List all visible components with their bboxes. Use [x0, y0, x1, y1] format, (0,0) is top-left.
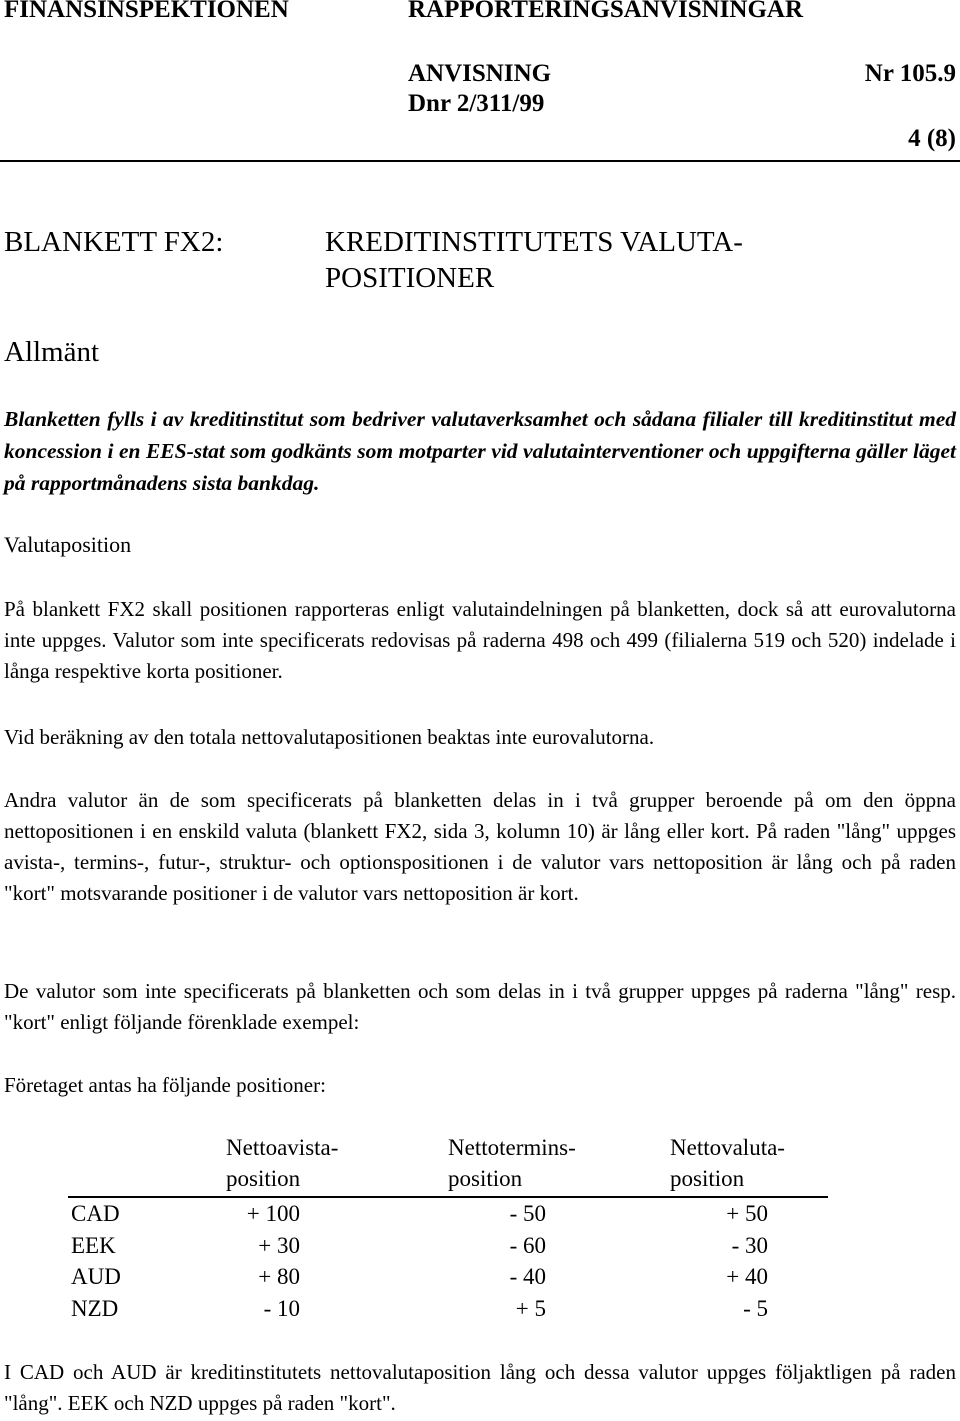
anvisning-label: ANVISNING: [408, 60, 552, 87]
header-spot-line1: Nettoavista-: [226, 1135, 339, 1160]
header-forward: [448, 1132, 670, 1197]
cell-forward: - 60: [509, 1232, 546, 1258]
table-row: [68, 1293, 828, 1325]
form-title-line1: KREDITINSTITUTETS VALUTA-: [325, 226, 743, 258]
header-forward-line2: position: [448, 1166, 523, 1191]
header-spot-line2: position: [226, 1166, 301, 1191]
table-header-row: [68, 1132, 828, 1197]
general-text: Blanketten fylls i av kreditinstitut som bedriver valutaverksamhet och sådana filialer till kreditinstitut med koncession i en EES-stat som godkänts som motparter vid valutainterventioner och uppgifterna gäller läget på rapportmånadens sista bankdag.: [4, 407, 956, 495]
header-forward-line1: Nettotermins-: [448, 1135, 576, 1160]
section-heading-general: Allmänt: [4, 336, 100, 368]
cell-currency: AUD: [71, 1264, 121, 1289]
paragraph-3: Andra valutor än de som specificerats på blanketten delas in i två grupper beroende på om den öppna nettopositionen i en enskild valuta (blankett FX2, sida 3, kolumn 10) är lång eller kort. På raden "lång" uppges avista-, termins-, futur-, struktur- och optionspositionen i de valutor vars nettoposition är lång och på raden "kort" motsvarande positioner i de valutor vars nettoposition är kort.: [4, 788, 956, 905]
paragraph-2: Vid beräkning av den totala nettovalutapositionen beaktas inte eurovalutorna.: [4, 725, 655, 749]
document-number: Nr 105.9: [864, 60, 956, 87]
cell-currency: NZD: [71, 1295, 119, 1321]
cell-net: + 50: [726, 1201, 768, 1226]
cell-spot: + 100: [246, 1201, 300, 1226]
header-rule: [0, 160, 960, 162]
document-type: RAPPORTERINGSANVISNINGAR: [408, 0, 803, 23]
table-row: [68, 1197, 828, 1230]
header-net-line1: Nettovaluta-: [670, 1135, 785, 1160]
table-row: [68, 1261, 828, 1293]
section-heading-valutaposition: Valutaposition: [4, 532, 132, 557]
cell-currency: CAD: [71, 1201, 120, 1226]
header-net-line2: position: [670, 1166, 745, 1191]
cell-spot: + 30: [258, 1232, 300, 1258]
cell-net: - 30: [731, 1232, 768, 1258]
header-spot: [226, 1132, 448, 1197]
cell-spot: - 10: [263, 1295, 300, 1321]
cell-forward: + 5: [515, 1295, 546, 1321]
cell-currency: EEK: [71, 1232, 116, 1258]
conclusion-paragraph: I CAD och AUD är kreditinstitutets nettovalutaposition lång och dessa valutor uppges följaktligen på raden "lång". EEK och NZD uppges på raden "kort".: [4, 1360, 956, 1415]
cell-net: + 40: [726, 1264, 768, 1289]
page-number: 4 (8): [908, 125, 956, 152]
dnr-reference: Dnr 2/311/99: [408, 90, 545, 117]
form-title-line2: POSITIONER: [325, 262, 495, 294]
positions-table: [68, 1132, 828, 1324]
cell-forward: - 50: [509, 1201, 546, 1226]
paragraph-1: På blankett FX2 skall positionen rapporteras enligt valutaindelningen på blanketten, dock så att eurovalutorna inte uppges. Valutor som inte specificerats redovisas på raderna 498 och 499 (filialerna 519 och 520) indelade i långa respektive korta positioner.: [4, 597, 956, 683]
table-row: [68, 1230, 828, 1262]
cell-spot: + 80: [258, 1264, 300, 1289]
cell-net: - 5: [743, 1295, 768, 1321]
header-net: [670, 1132, 828, 1197]
form-label: BLANKETT FX2:: [4, 226, 224, 258]
header-currency: [68, 1132, 226, 1197]
paragraph-5: Företaget antas ha följande positioner:: [4, 1073, 326, 1097]
paragraph-4: De valutor som inte specificerats på blanketten och som delas in i två grupper uppges på raderna "lång" resp. "kort" enligt följande förenklade exempel:: [4, 979, 956, 1034]
org-name: FINANSINSPEKTIONEN: [4, 0, 289, 23]
cell-forward: - 40: [509, 1264, 546, 1289]
